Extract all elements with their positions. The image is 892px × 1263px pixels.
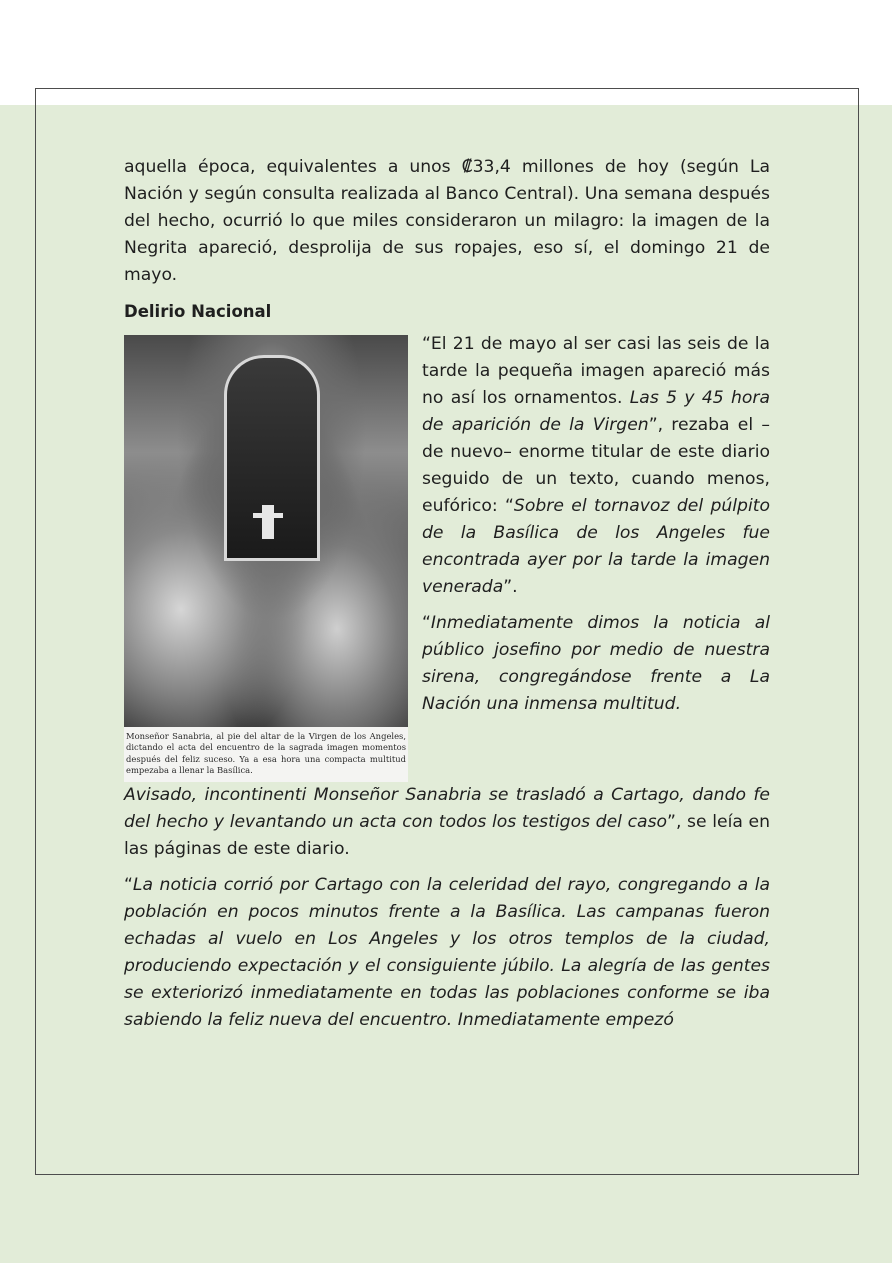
paragraph-avisado	[124, 782, 770, 863]
text-span: “	[124, 875, 133, 895]
paragraph-noticia	[124, 872, 770, 1034]
italic-span: Las 5 y 45 hora de aparición de la Virgen	[422, 388, 771, 435]
text-span: “	[422, 613, 431, 633]
italic-span: La noticia corrió por Cartago con la celeridad del rayo, congregando a la población en pocos minutos frente a la Basílica. Las campanas fueron echadas al vuelo en Los Angeles y los otros templos de la ciudad, produciendo expectación y el consiguiente júbilo. La alegría de las gentes se exteriorizó inmediatamente en todas las poblaciones conforme se iba sabiendo la feliz nueva del encuentro. Inmediatamente empezó	[124, 875, 770, 1030]
italic-span: Avisado, incontinenti Monseñor Sanabria se trasladó a Cartago, dando fe del hecho y levantando un acta con todos los testigos del caso	[124, 785, 770, 832]
paragraph-intro: aquella época, equivalentes a unos ₡33,4 millones de hoy (según La Nación y según consulta realizada al Banco Central). Una semana después del hecho, ocurrió lo que miles consideraron un milagro: la imagen de la Negrita apareció, desprolija de sus ropajes, eso sí, el domingo 21 de mayo.	[124, 157, 770, 285]
crucifix-shape	[262, 505, 274, 539]
text-span: “El 21 de mayo al ser casi las seis de la tarde la pequeña imagen apareció más no así los ornamentos.	[422, 334, 770, 408]
article-body	[124, 154, 770, 1043]
italic-span: Sobre el tornavoz del púlpito de la Basílica de los Angeles fue encontrada ayer por la tarde la imagen venerada	[422, 496, 770, 597]
text-span: ”.	[503, 577, 518, 597]
text-span: ”, se leía en las páginas de este diario.	[124, 812, 771, 859]
photo-caption: Monseñor Sanabria, al pie del altar de la Virgen de los Angeles, dictando el acta del encuentro de la sagrada imagen momentos después del feliz suceso. Ya a esa hora una compacta multitud empezaba a llenar la Basílica.	[126, 731, 406, 775]
italic-span: Inmediatamente dimos la noticia al público josefino por medio de nuestra sirena, congregándose frente a La Nación una inmensa multitud.	[422, 613, 770, 714]
text-span: ”, rezaba el –de nuevo– enorme titular de este diario seguido de un texto, cuando menos, eufórico: “	[422, 415, 770, 516]
section-heading: Delirio Nacional	[124, 302, 272, 321]
newspaper-photo	[124, 335, 408, 782]
altar-photo-image	[124, 335, 408, 727]
